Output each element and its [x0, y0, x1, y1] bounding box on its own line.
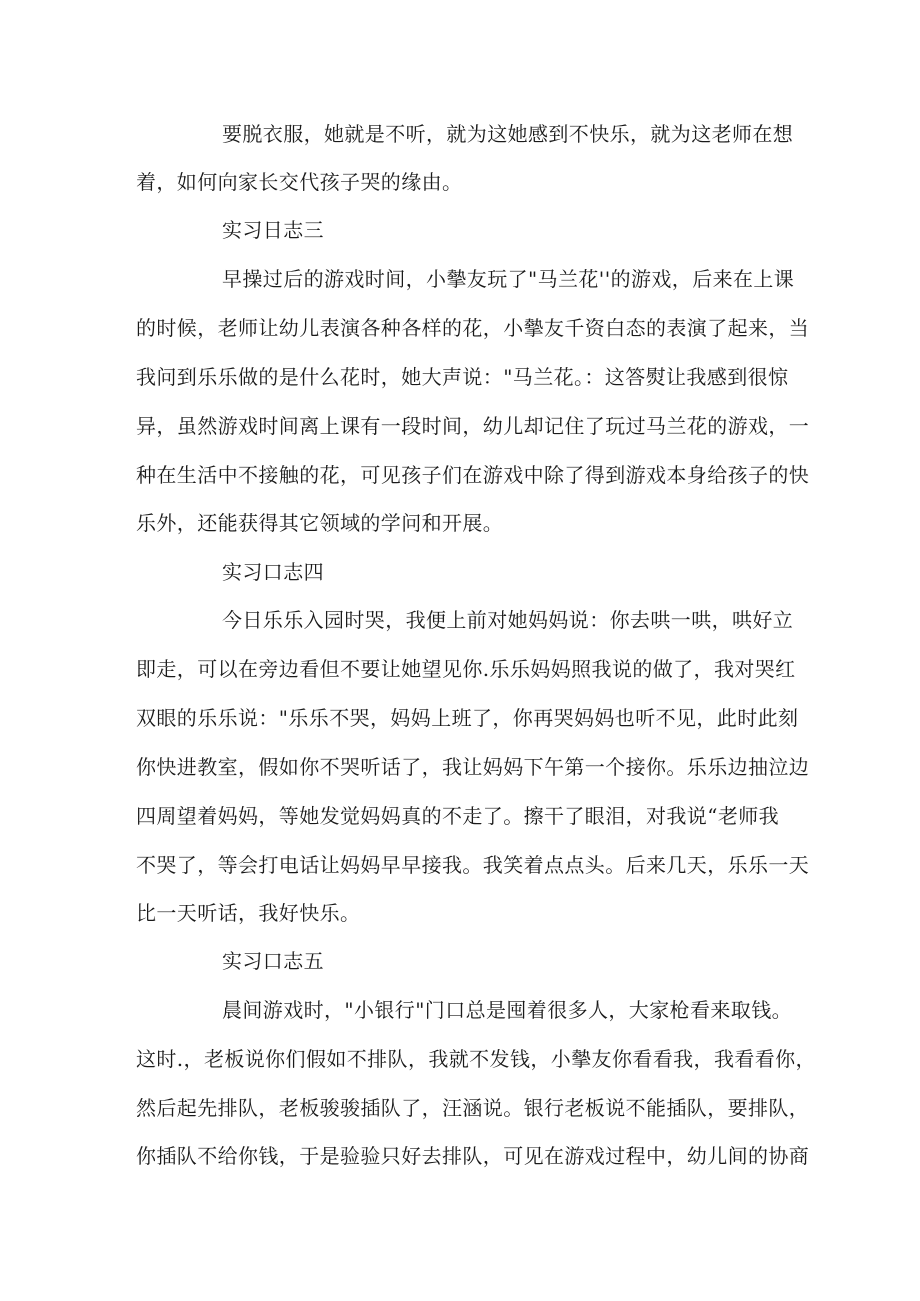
paragraph-line: 异，虽然游戏时间离上课有一段时间，幼儿却记住了玩过马兰花的游戏，一 — [136, 414, 810, 438]
paragraph-line: 双眼的乐乐说："乐乐不哭，妈妈上班了，你再哭妈妈也听不见，此时此刻 — [136, 706, 799, 730]
paragraph-line: 乐外，还能获得其它领域的学问和开展。 — [136, 511, 504, 535]
paragraph-line: 晨间游戏时，"小银行"门口总是囤着很多人，大家枪看来取钱。 — [222, 998, 792, 1022]
paragraph-line: 这时.，老板说你们假如不排队，我就不发钱，小摰友你看看我，我看看你， — [136, 1047, 816, 1071]
paragraph-line: 你快进教室，假如你不哭听话了，我让妈妈下午第一个接你。乐乐边抽泣边 — [136, 755, 810, 779]
paragraph-line: 我问到乐乐做的是什么花时，她大声说："马兰花。：这答熨让我感到很惊 — [136, 365, 789, 389]
paragraph-line: 你插队不给你钱，于是验验只好去排队，可见在游戏过程中，幼儿间的协商 — [136, 1144, 810, 1168]
paragraph-line: 即走，可以在旁边看但不要让她望见你.乐乐妈妈照我说的做了，我对哭红 — [136, 657, 796, 681]
section-heading: 实习日志三 — [222, 218, 324, 242]
paragraph-line: 比一天听话，我好快乐。 — [136, 901, 361, 925]
section-heading: 实习口志四 — [222, 560, 324, 584]
paragraph-line: 不哭了，等会打电话让妈妈早早接我。我笑着点点头。后来几天，乐乐一天 — [136, 853, 810, 877]
paragraph-line: 要脱衣服，她就是不听，就为这她感到不快乐，就为这老师在想 — [222, 122, 794, 146]
paragraph-line: 早操过后的游戏时间，小摰友玩了"马兰花''的游戏，后来在上课 — [222, 267, 795, 291]
paragraph-line: 今日乐乐入园时哭，我便上前对她妈妈说：你去哄一哄，哄好立 — [222, 608, 794, 632]
paragraph-line: 然后起先排队，老板骏骏插队了，汪涵说。银行老板说不能插队，要排队， — [136, 1096, 810, 1120]
paragraph-line: 的时候，老师让幼儿表演各种各样的花，小摰友千资白态的表演了起来，当 — [136, 316, 810, 340]
paragraph-line: 种在生活中不接触的花，可见孩子们在游戏中除了得到游戏本身给孩子的快 — [136, 463, 810, 487]
section-heading: 实习口志五 — [222, 949, 324, 973]
paragraph-line: 着，如何向家长交代孩子哭的缘由。 — [136, 170, 463, 194]
paragraph-line: 四周望着妈妈，等她发觉妈妈真的不走了。擦干了眼泪，对我说“老师我 — [136, 804, 780, 828]
